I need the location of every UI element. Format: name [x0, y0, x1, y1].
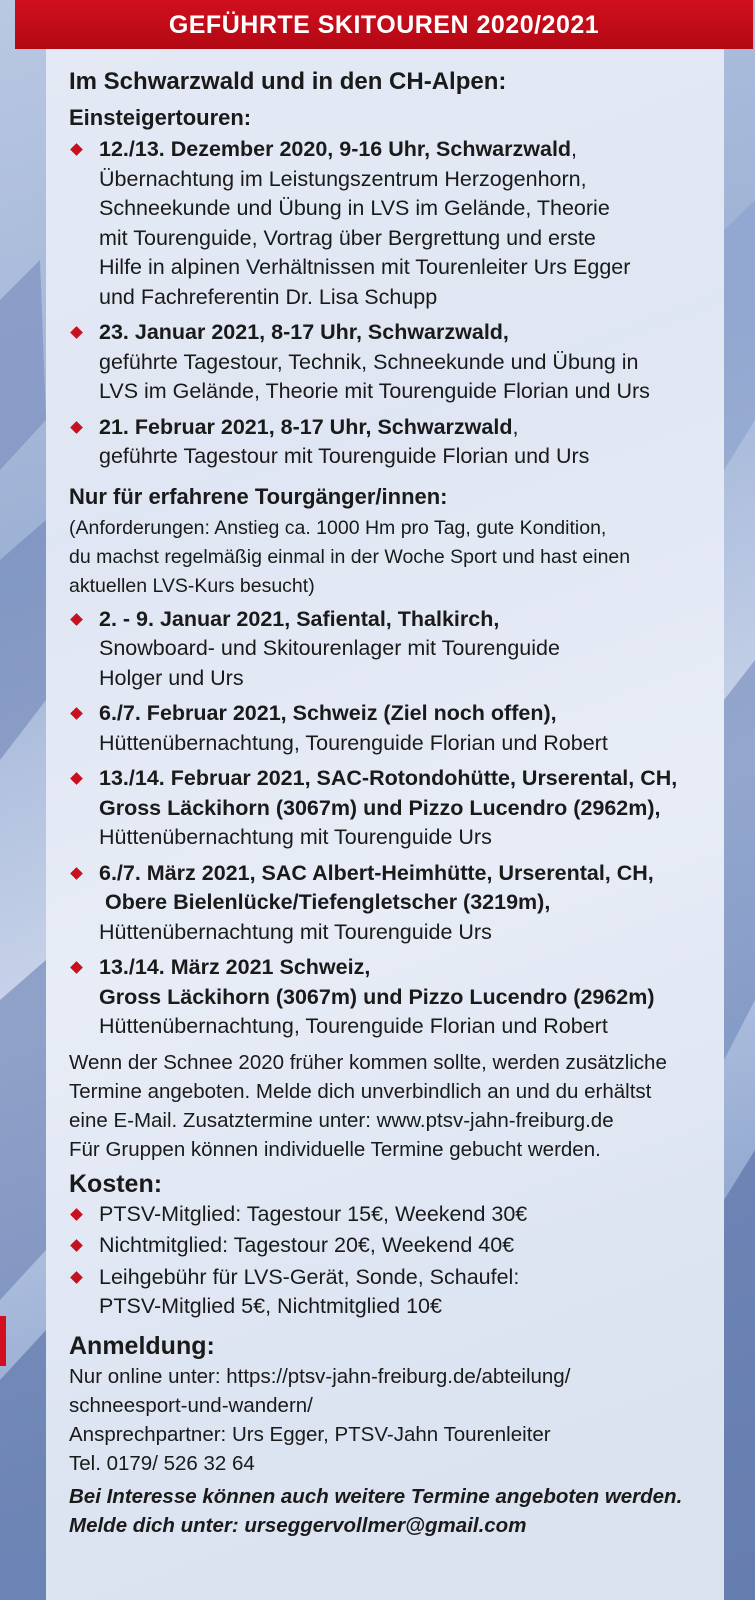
intro-heading: Im Schwarzwald und in den CH-Alpen:: [69, 68, 507, 95]
extra-dates-paragraph: Wenn der Schnee 2020 früher kommen sollte, werden zusätzliche Termine angeboten. Melde dich unverbindlich an und du erhältst eine E-Mail. Zusatztermine unter: www.ptsv-jahn-freiburg.de Für Gruppen können individuelle Termine gebucht werden.: [69, 1050, 667, 1161]
diamond-bullet-icon: [70, 143, 83, 156]
list-item: 2. - 9. Januar 2021, Safiental, Thalkirch, Snowboard- und Skitourenlager mit Tourenguide Holger und Urs: [69, 605, 714, 694]
diamond-bullet-icon: [70, 867, 83, 880]
diamond-bullet-icon: [70, 1271, 83, 1284]
diamond-bullet-icon: [70, 421, 83, 434]
diamond-bullet-icon: [70, 707, 83, 720]
list-item: PTSV-Mitglied: Tagestour 15€, Weekend 30€: [69, 1200, 714, 1230]
registration-heading: Anmeldung:: [69, 1331, 215, 1360]
red-edge-marker: [0, 1316, 6, 1366]
diamond-bullet-icon: [70, 613, 83, 626]
experienced-heading: Nur für erfahrene Tourgänger/innen:: [69, 483, 448, 509]
diamond-bullet-icon: [70, 772, 83, 785]
list-item: 6./7. März 2021, SAC Albert-Heimhütte, Urserental, CH, Obere Bielenlücke/Tiefengletscher (3219m), Hüttenübernachtung mit Tourenguide Urs: [69, 859, 714, 948]
experienced-list: [69, 605, 714, 1042]
beginner-heading: Einsteigertouren:: [69, 105, 252, 130]
diamond-bullet-icon: [70, 961, 83, 974]
list-item: 21. Februar 2021, 8-17 Uhr, Schwarzwald, geführte Tagestour mit Tourenguide Florian und Urs: [69, 413, 714, 472]
diamond-bullet-icon: [70, 326, 83, 339]
list-item: 13./14. März 2021 Schweiz, Gross Läckihorn (3067m) und Pizzo Lucendro (2962m) Hüttenübernachtung, Tourenguide Florian und Robert: [69, 953, 714, 1042]
list-item: 23. Januar 2021, 8-17 Uhr, Schwarzwald, geführte Tagestour, Technik, Schneekunde und Übung in LVS im Gelände, Theorie mit Tourenguide Florian und Urs: [69, 318, 714, 407]
list-item: Leihgebühr für LVS-Gerät, Sonde, Schaufel: PTSV-Mitglied 5€, Nichtmitglied 10€: [69, 1263, 714, 1322]
costs-list: [69, 1200, 714, 1322]
beginner-list: [69, 135, 714, 472]
content-panel: [46, 49, 724, 1600]
diamond-bullet-icon: [70, 1208, 83, 1221]
list-item: 6./7. Februar 2021, Schweiz (Ziel noch offen), Hüttenübernachtung, Tourenguide Florian und Robert: [69, 699, 714, 758]
costs-heading: Kosten:: [69, 1169, 163, 1198]
registration-details: Nur online unter: https://ptsv-jahn-freiburg.de/abteilung/ schneesport-und-wandern/ Ansprechpartner: Urs Egger, PTSV-Jahn Tourenleiter Tel. 0179/ 526 32 64: [69, 1364, 571, 1475]
list-item: 12./13. Dezember 2020, 9-16 Uhr, Schwarzwald, Übernachtung im Leistungszentrum Herzogenhorn, Schneekunde und Übung in LVS im Gelände, Theorie mit Tourenguide, Vortrag über Bergrettung und erste Hilfe in alpinen Verhältnissen mit Tourenleiter Urs Egger und Fachreferentin Dr. Lisa Schupp: [69, 135, 714, 312]
page-title: GEFÜHRTE SKITOUREN 2020/2021: [15, 0, 753, 49]
list-item: Nichtmitglied: Tagestour 20€, Weekend 40€: [69, 1231, 714, 1261]
list-item: 13./14. Februar 2021, SAC-Rotondohütte, Urserental, CH, Gross Läckihorn (3067m) und Pizzo Lucendro (2962m), Hüttenübernachtung mit Tourenguide Urs: [69, 764, 714, 853]
closing-note: Bei Interesse können auch weitere Termine angeboten werden. Melde dich unter: urseggervollmer@gmail.com: [69, 1484, 683, 1537]
requirements-note: (Anforderungen: Anstieg ca. 1000 Hm pro Tag, gute Kondition, du machst regelmäßig einmal in der Woche Sport und hast einen aktuellen LVS-Kurs besucht): [69, 516, 631, 597]
diamond-bullet-icon: [70, 1239, 83, 1252]
